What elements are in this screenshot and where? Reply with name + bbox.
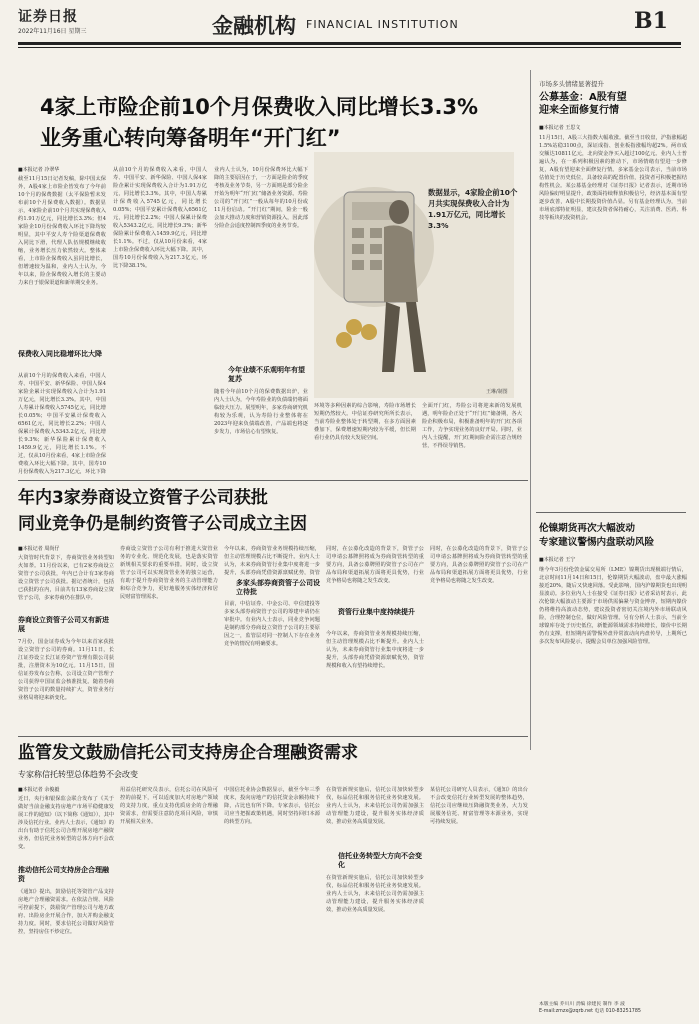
article2-col1b: 7月份，国金证券成为今年以来首家获批设立资管子公司的券商。11月11日，长江证券设立长江证券资产管理有限公司获批，注册资本为10亿元。11月15日，国信证券发布公告称，公司设立资产管理子公司获得中国证监会核准批复。随着券商资管子公司的数量持续扩大，资管业务行业格局将迎来新变化。 [18, 639, 114, 701]
side1-body: 11月15日，A股三大指数大幅收涨。截至当日收盘，沪指涨幅超1.5%站稳3100点，深证成指、创业板指涨幅均超2%。两市成交额达10811亿元，北向资金净买入超过100亿元。业内人士普遍认为，在一系列积极因素的推动下，市场情绪有望进一步修复，A股有望迎来全面修复行情。多家基金公司表示，当前市场估值处于历史低位，具备较高的配置价值，投资者可积极把握结构性机会。某公募基金经理对《证券日报》记者表示，近期市场风险偏好明显提升，政策面持续释放积极信号，经济基本面有望逐步改善，A股中长期投资价值凸显。另有基金经理认为，当前市场底部特征明显，建议投资者保持耐心，关注消费、医药、科技等板块的投资机会。 [539, 135, 687, 221]
article1-title-line1: 4家上市险企前10个月保费收入同比增长3.3% [40, 95, 479, 119]
article1-subhead1: 保费收入同比稳增环比大降 [18, 350, 102, 358]
article1-col4: 环境等多种因素的综合影响，寿险市场增长短期仍然较大。中信证券研究所所长表示，当前寿险业整体处于转型期，在多方面因素叠加下，保费增速短期内较为平缓，但长期看行业仍具有较大发展空间。 [314, 403, 416, 441]
article2-subhead1: 券商设立资管子公司又有新进展 [18, 616, 109, 633]
footer-editors: 本版主编 乔川川 责编 徐建民 制作 李 波 [539, 1002, 625, 1007]
article2-col4a: 同时，在公募化改造的背景下，资管子公司申请公募牌照将成为券商资管转型的重要方向，具备公募牌照的资管子公司在产品布局和渠道拓展方面将更具优势，行业竞争格局也将随之发生改变。 [326, 546, 424, 584]
article3-col4a: 在资管新规实施后，信托公司加快转型步伐，标品信托和服务信托业务快速发展。业内人士认为，未来信托公司仍需加强主动管理能力建设，提升服务实体经济质效，推动业务高质量发展。 [326, 787, 424, 825]
article2-subhead4: 资管行业集中度持续提升 [338, 608, 415, 616]
side1-byline: ■本报记者 王思文 [539, 125, 581, 131]
side2-byline: ■本报记者 王宁 [539, 557, 576, 563]
side1-title-line1: 公募基金：A股有望 [539, 92, 627, 103]
header-rule-thin [18, 47, 681, 48]
article1-pull-quote: 数据显示，4家险企前10个月共实现保费收入合计为1.91万亿元，同比增长3.3% [428, 188, 518, 230]
article2-col2: 券商设立资管子公司有利于推进大资管业务的专业化、规范化发展，也是落实资管新规相关要求的重要举措。同时，设立资管子公司可以实现资管业务的独立运营，有助于提升券商资管业务的主动管理能力和综合竞争力，更好地服务实体经济和居民财富管理需求。 [120, 546, 218, 600]
side1-title-line2: 迎来全面修复行情 [539, 105, 619, 116]
article2-byline: ■本报记者 周尚仔 [18, 546, 60, 552]
article1-col3: 业内人士认为，10月份保费环比大幅下降的主要原因在于，一方面是险企的季度考核及业务节奏，另一方面则是部分险企开始为明年“开门红”储备业务资源。寿险公司的“开门红”一般从每年的10月份或11月份启动。“开门红”期间，险企一般会加大推动力度和营销资源投入，因此部分险企会适度控制四季度的业务节奏。 [214, 167, 308, 229]
illustration-credit: 王琳/制图 [486, 389, 508, 395]
column-divider-right [530, 70, 531, 750]
side2-headline [539, 522, 654, 550]
article1-col1b: 从前10个月的保费收入来看，中国人寿、中国平安、新华保险、中国人保4家险企累计实现保费收入合计为1.91万亿元，同比增长3.3%。其中，中国人寿累计保费收入5745亿元，同比增长0.05%；中国平安累计保费收入6561亿元，同比增长2.2%；中国人保累计保费收入5343.2亿元，同比增长9.3%；新华保险累计保费收入1459.9亿元，同比增长1.1%。不过，仅从10月份来看，4家上市险企保费收入环比大幅下降。其中，国寿10月份保费收入为217.3亿元，环比下降 [18, 373, 106, 474]
page-footer [539, 1002, 689, 1015]
section-title-en: FINANCIAL INSTITUTION [306, 18, 459, 31]
article1-headline [40, 92, 478, 154]
side2-title-line1: 伦镍期货再次大幅波动 [539, 523, 635, 534]
article3-col5: 某信托公司研究人员表示，《通知》的出台不会改变信托行业转型发展的整体趋势，信托公司应继续压降融资类业务，大力发展服务信托、财富管理等本源业务，实现可持续发展。 [430, 787, 528, 825]
article2-col3: 目前，中信证券、中金公司、中信建投等多家头部券商资管子公司的筹建申请仍在审批中。有业内人士表示，同业竞争问题是制约部分券商设立资管子公司的主要原因之一，监管层对同一控制人下存在业务竞争的情况有明确要求。 [224, 601, 320, 647]
footer-contact: E-mail:zmzx@zqrb.net 电话 010-83251785 [539, 1008, 641, 1014]
header-rule [18, 42, 681, 45]
side2-title-line2: 专家建议警惕内盘联动风险 [539, 537, 655, 548]
article3-headline: 监管发文鼓励信托公司支持房企合理融资需求 [18, 743, 358, 763]
section-divider-1 [18, 480, 528, 481]
article1-subhead2: 今年业绩不乐观明年有望复苏 [228, 366, 305, 383]
article3-col1: 近日，央行和银保监会联合发布了《关于做好当前金融支持房地产市场平稳健康发展工作的通知》（以下简称《通知》），其中涉及信托行业。业内人士表示，《通知》的出台有助于信托公司合理开展房地产融资业务，但信托业务转型的总体方向不会改变。 [18, 796, 114, 850]
side-divider-1 [536, 512, 686, 513]
article1-col3b: 随着今年前10个月的保费数据出炉，业内人士认为，今年寿险业的负债端仍将面临较大压力。展望明年，多家券商研究机构较为乐观，认为寿险行业整体将在2023年迎来负债端改善，产品端也将逐步发力，市场信心有望恢复。 [214, 389, 308, 435]
side1-kicker: 市场多头情绪显著提升 [539, 80, 604, 88]
section-title: 金融机构 [212, 14, 296, 38]
article3-subhead1: 推动信托公司支持房企合理融资 [18, 866, 109, 883]
article3-subtitle: 专家称信托转型总体趋势不会改变 [18, 770, 138, 779]
article2-subhead3: 多家头部券商资管子公司设立待批 [236, 579, 320, 596]
article3-subhead2: 信托业务转型大方向不会变化 [338, 852, 422, 869]
article3-col3: 中国信托业协会数据显示，截至今年三季度末，投向房地产的信托资金余额持续下降，占比也有所下降。专家表示，信托公司应当把握政策机遇，同时坚持回归本源的转型方向。 [224, 787, 320, 825]
article2-title-line1: 年内3家券商设立资管子公司获批 [18, 488, 268, 508]
article2-col4: 今年以来，券商资管业务规模持续压缩，但主动管理规模占比不断提升。业内人士认为，未来券商资管行业集中度将进一步提升，头部券商凭借资源禀赋优势，资管规模和收入有望持续增长。 [326, 631, 424, 669]
page-number: B1 [634, 8, 668, 34]
article2-headline [18, 485, 307, 537]
section-divider-2 [18, 736, 528, 737]
side1-headline [539, 91, 627, 117]
article2-col3a: 今年以来，券商资管业务规模持续压缩，但主动管理规模占比不断提升。业内人士认为，未来券商资管行业集中度将进一步提升，头部券商凭借资源禀赋优势，资管 [224, 546, 320, 575]
side2-body: 继今年3月份伦敦金属交易所（LME）镍期货出现极端行情后，北京时间11月14日和15日，伦镍期货大幅波动，盘中最大涨幅接近20%，随后又快速回落。受此影响，国内沪镍期货也出现明显波动。多位业内人士在接受《证券日报》记者采访时表示，此次伦镍大幅波动主要源于市场供需偏紧与资金博弈，短期内镍价仍将维持高波动态势，建议投资者密切关注境内外市场联动风险，合理控制仓位，做好风险管理。另有分析人士表示，当前全球镍库存处于历史低位，新能源领域需求持续增长，镍价中长期仍有支撑，但短期内需警惕外盘异常波动向内盘传导，上期所已多次发布风险提示，提醒会员单位加强风险管理。 [539, 567, 687, 645]
article3-col1b: 《通知》提出，鼓励信托等资管产品支持房地产合理融资需求。在依法合规、风险可控前提下，鼓励资产管理公司与地方政府、出险房企开展合作，加大并购金融支持力度。同时，要求信托公司做好风险管控，坚持房住不炒定位。 [18, 889, 114, 935]
article1-col5: 全面开门红，寿险公司将迎来新的发展机遇，明年险企正处于“开门红”储备期，各大险企积极布局，积极准备明年的开门红各项工作，力争实现业务的良好开局。同时，业内人士提醒，开门红期间险企需注意合规经营，不得误导销售。 [422, 403, 522, 449]
article1-title-line2: 业务重心转向筹备明年“开门红” [40, 126, 341, 150]
article3-byline: ■本报记者 余俊毅 [18, 787, 60, 793]
newspaper-brand: 证券日报 [18, 9, 78, 25]
article1-col1: 截至11月15日记者发稿，除中国太保外，A股4家上市险企皆发布了今年前10个月的保费数据（太平保险暂未发布前10个月保费收入数据）。数据显示，4家险企前10个月共实现保费收入约1.91万亿元，同比增长3.3%；但4家险企10月份保费收入环比下降均较明显，其中平安人寿个险渠道保费收入同比下滑，代理人队伍规模继续收缩，业务增长压力依然较大。整体来看，上市险企保费收入虽同比增长，但增速较为温和，业内人士认为，今年以来，险企保费收入增长的主要动力来自于银保渠道和新单期交业务。 [18, 176, 106, 286]
article2-col5: 同时，在公募化改造的背景下，资管子公司申请公募牌照将成为券商资管转型的重要方向，具备公募牌照的资管子公司在产品布局和渠道拓展方面将更具优势，行业竞争格局也将随之发生改变。 [430, 546, 528, 584]
article3-col4: 在资管新规实施后，信托公司加快转型步伐，标品信托和服务信托业务快速发展。业内人士认为，未来信托公司仍需加强主动管理能力建设，提升服务实体经济质效，推动业务高质量发展。 [326, 875, 424, 913]
article3-col2: 用益信托研究员表示，信托公司在风险可控的前提下，可以适度加大对房地产领域的支持力度，重点支持优质房企的合理融资需求，但需要注意防范项目风险，审慎开展相关业务。 [120, 787, 218, 825]
article1-byline: ■本报记者 冷翠华 [18, 167, 60, 173]
article2-col1: 大资管时代背景下，券商资管业务转型如火如荼。11月份以来，已有2家券商设立资管子公司获批，年内已合计有3家券商设立资管子公司获批。据记者统计，包括已获批的在内，目前共有13家券商设立资管子公司，多家券商仍在排队中。 [18, 555, 114, 601]
issue-date: 2022年11月16日 星期三 [18, 28, 87, 35]
article1-col2: 从前10个月的保费收入来看，中国人寿、中国平安、新华保险、中国人保4家险企累计实现保费收入合计为1.91万亿元，同比增长3.3%。其中，中国人寿累计保费收入5745亿元，同比增长0.05%；中国平安累计保费收入6561亿元，同比增长2.2%；中国人保累计保费收入5343.2亿元，同比增长9.3%；新华保险累计保费收入1459.9亿元，同比增长1.1%。不过，仅从10月份来看，4家上市险企保费收入环比大幅下降。其中，国寿10月份保费收入为217.3亿元，环比下降38.1%。 [113, 167, 207, 269]
article2-title-line2: 同业竞争仍是制约资管子公司成立主因 [18, 514, 307, 534]
